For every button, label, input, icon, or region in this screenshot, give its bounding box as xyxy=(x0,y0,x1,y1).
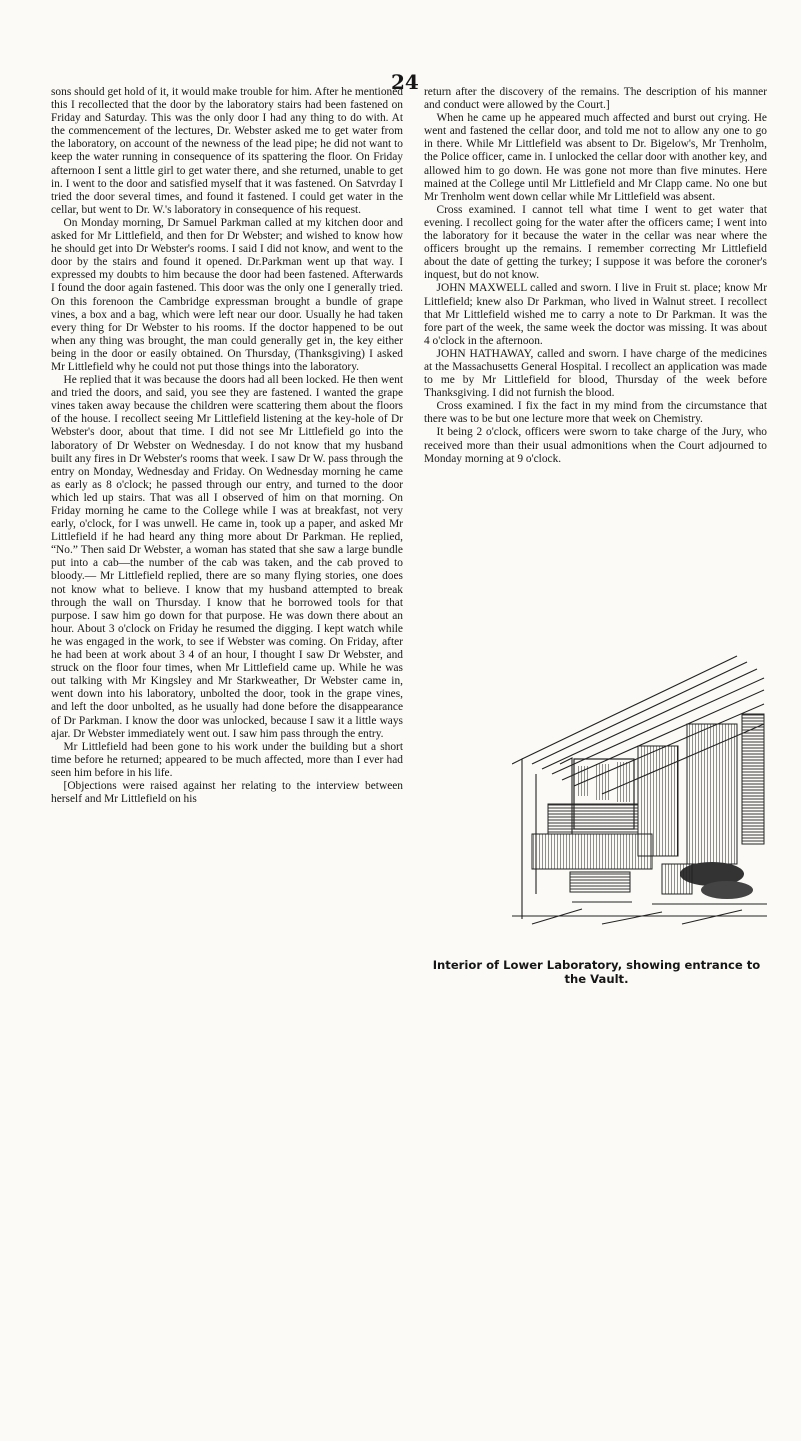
page-number: 24 xyxy=(391,70,419,94)
paragraph: JOHN HATHAWAY, called and sworn. I have charge of the medicines at the Massachusetts General Hospital. I recollect an application was made to me by Mr Littlefield for blood, Thursday of the week before Thanksgiving. I did not furnish the blood. xyxy=(424,347,767,400)
paragraph: He replied that it was because the doors had all been locked. He then went and tried the doors, and said, you see they are fastened. I wanted the grape vines taken away because the children were scattering them about the floors of the house. I recollect seeing Mr Littlefield listening at the key-hole of Dr Webster's door, about that time. I did not see Mr Littlefield go into the laboratory of Dr Webster on Wednesday. I do not know that my husband built any fires in Dr Webster's rooms that week. I saw Dr W. pass through the entry on Monday, Wednesday and Friday. On Wednesday morning he came as early as 8 o'clock; he passed through our entry, and turned to the door which led up stairs. That was all I observed of him on that morning. On Friday morning he came to the College while I was at breakfast, not very early, o'clock, for I was unwell. He came in, took up a paper, and asked Mr Littlefield if he had heard any thing more about Dr Parkman. He replied, “No.” Then said Dr Webster, a woman has stated that she saw a large bundle put into a cab—the number of the cab was taken, and the cab proved to bloody.— Mr Littlefield replied, there are so many flying stories, one does not know what to believe. I know that my husband attempted to break through the wall on Thursday. I know that he borrowed tools for that purpose. I saw him go down for that purpose. He was down there about an hour. About 3 o'clock on Friday he resumed the digging. I kept watch while he was engaged in the work, to see if Webster was coming. On Friday, after he had been at work about 3 4 of an hour, I thought I saw Dr Webster, and struck on the floor four times, when Mr Littlefield came up. While he was out talking with Mr Kingsley and Mr Starkweather, Dr Webster came in, went down into his laboratory, unbolted the door, took in the grape vines, and left the door unbolted, as he usually had done before the disappearance of Dr Parkman. I know the door was unlocked, because I saw it a little ways ajar. Dr Webster immediately went out. I saw him pass through the entry. xyxy=(51,374,403,740)
paragraph: Cross examined. I cannot tell what time I went to get water that evening. I recollect going for the water after the officers came; I went into the laboratory for it because the water in the cellar was near where the officers brought up the remains. I remember correcting Mr Littlefield about the date of getting the turkey; I suppose it was before the coroner's inquest, but do not know. xyxy=(424,203,767,282)
paragraph: return after the discovery of the remains. The description of his manner and conduct were allowed by the Court.] xyxy=(424,86,767,112)
paragraph: sons should get hold of it, it would make trouble for him. After he mentioned this I recollected that the door by the laboratory stairs had been fastened on Friday and Saturday. This was the only door I had any thing to do with. At the commencement of the lectures, Dr. Webster asked me to get water from the laboratory, on account of the newness of the lead pipe; he did not want to keep the water running in consequence of its spattering the floor. On Friday afternoon I sent a little girl to get water there, and she returned, unable to get in. I went to the door and satisfied myself that it was fastened. On Satvrday I tried the door several times, and found it fastened. I could get water in the cellar, but went to Dr. W.'s laboratory in consequence of his request. xyxy=(51,86,403,216)
paragraph: JOHN MAXWELL called and sworn. I live in Fruit st. place; know Mr Littlefield; knew also Dr Parkman, who lived in Walnut street. I recollect that Mr Littlefield wished me to carry a note to Dr Parkman. It was the fore part of the week, the same week the doctor was missing. It was about 4 o'clock in the afternoon. xyxy=(424,282,767,347)
paragraph: When he came up he appeared much affected and burst out crying. He went and fastened the cellar door, and told me not to allow any one to go in there. While Mr Littlefield was absent to Dr. Bigelow's, Mr Trenholm, the Police officer, came in. I unlocked the cellar door with another key, and allowed him to go down. He was gone not more than five minutes. Here mained at the College until Mr Littlefield and Mr Clapp came. No one but Mr Trenholm went down cellar while Mr Littlefield was absent. xyxy=(424,112,767,203)
paragraph: [Objections were raised against her relating to the interview between herself and Mr Littlefield on his xyxy=(51,779,403,806)
paragraph: Mr Littlefield had been gone to his work under the building but a short time before he returned; appeared to be much affected, more than I ever had seen him before in his life. xyxy=(51,740,403,779)
figure-caption: Interior of Lower Laboratory, showing entrance to the Vault. xyxy=(432,958,761,986)
laboratory-engraving xyxy=(512,654,767,930)
paragraph: On Monday morning, Dr Samuel Parkman called at my kitchen door and asked for Mr Littlefield, and then for Dr Webster; and wished to know how he should get into Dr Webster's rooms. I said I did not know, and went to the door by the stairs and found it opened. Dr.Parkman went up that way. I expressed my doubts to him because the door had been fastened. Afterwards I found the door again fastened. This door was the only one I generally tried. On this forenoon the Cambridge expressman brought a bundle of grape vines, a box and a bag, which were left near our door. Usually he had taken every thing for Dr Webster to his rooms. If the doctor happened to be out when any thing was brought, the man could generally get in, the key either being in the door or easily obtained. On Thursday, (Thanksgiving) I asked Mr Littlefield why he could not put those things into the laboratory. xyxy=(51,216,403,373)
paragraph: It being 2 o'clock, officers were sworn to take charge of the Jury, who received more than their usual admonitions when the Court adjourned to Monday morning at 9 o'clock. xyxy=(424,426,767,465)
right-column xyxy=(424,86,767,466)
paragraph: Cross examined. I fix the fact in my mind from the circumstance that there was to be but one lecture more that week on Chemistry. xyxy=(424,400,767,426)
left-column xyxy=(51,86,403,806)
